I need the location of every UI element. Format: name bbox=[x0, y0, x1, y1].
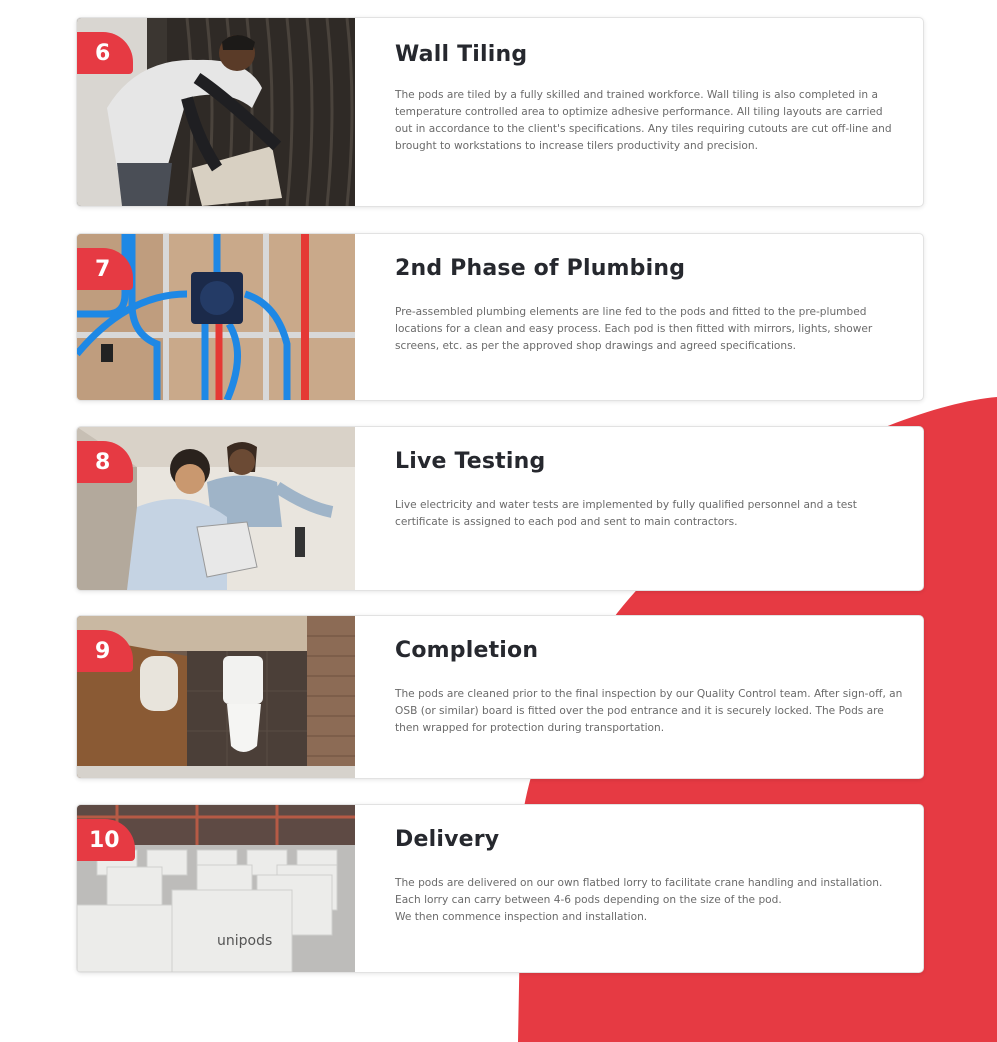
step-number-badge: 8 bbox=[77, 441, 133, 483]
step-text bbox=[355, 427, 923, 590]
completion-photo bbox=[77, 616, 355, 778]
step-title: Wall Tiling bbox=[395, 42, 528, 67]
step-description: Pre-assembled plumbing elements are line fed to the pods and fitted to the pre-plumbed locations for a clean and easy process. Each pod is then fitted with mirrors, lights, shower screens, etc. as per the approved shop drawings and agreed specifications. bbox=[395, 306, 873, 352]
step-text bbox=[355, 18, 923, 206]
step-description: The pods are cleaned prior to the final inspection by our Quality Control team. After sign-off, an OSB (or similar) board is fitted over the pod entrance and it is securely locked. The Pods are then wrapped for protection during transportation. bbox=[395, 688, 903, 734]
live-testing-photo bbox=[77, 427, 355, 590]
step-text bbox=[355, 805, 923, 972]
step-card-live-testing bbox=[76, 426, 924, 591]
pod-logo-text: unipods bbox=[217, 933, 273, 949]
step-description: The pods are delivered on our own flatbed lorry to facilitate crane handling and installation. Each lorry can carry between 4-6 pods depending on the size of the pod. We then commence inspection and installation. bbox=[395, 877, 883, 923]
step-number-badge: 10 bbox=[77, 819, 135, 861]
step-number-badge: 6 bbox=[77, 32, 133, 74]
step-title: 2nd Phase of Plumbing bbox=[395, 256, 686, 281]
step-text bbox=[355, 234, 923, 400]
step-card-plumbing bbox=[76, 233, 924, 401]
step-title: Delivery bbox=[395, 827, 500, 852]
step-number-badge: 7 bbox=[77, 248, 133, 290]
step-description: Live electricity and water tests are implemented by fully qualified personnel and a test certificate is assigned to each pod and sent to main contractors. bbox=[395, 499, 857, 528]
step-card-completion bbox=[76, 615, 924, 779]
wall-tiling-photo bbox=[77, 18, 355, 206]
plumbing-photo bbox=[77, 234, 355, 400]
delivery-photo bbox=[77, 805, 355, 972]
step-text bbox=[355, 616, 923, 778]
step-number-badge: 9 bbox=[77, 630, 133, 672]
step-title: Completion bbox=[395, 638, 539, 663]
step-description: The pods are tiled by a fully skilled and trained workforce. Wall tiling is also completed in a temperature controlled area to optimize adhesive performance. All tiling layouts are carried out in accordance to the client's specifications. Any tiles requiring cutouts are cut off-line and brought to workstations to increase tilers productivity and precision. bbox=[395, 89, 892, 152]
step-card-delivery bbox=[76, 804, 924, 973]
step-card-wall-tiling bbox=[76, 17, 924, 207]
step-title: Live Testing bbox=[395, 449, 546, 474]
